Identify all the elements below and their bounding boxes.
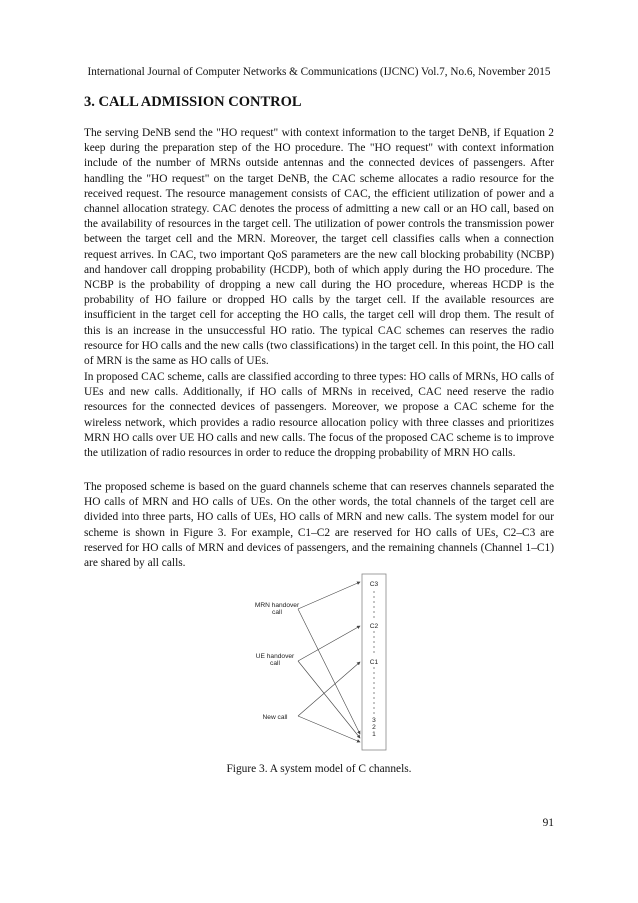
label-ue-handover-1: UE handover <box>255 653 295 660</box>
label-c3: C3 <box>369 581 379 588</box>
label-ch1: 1 <box>372 731 376 738</box>
running-header: International Journal of Computer Networks & Communications (IJCNC) Vol.7, No.6, November 2015 <box>87 66 551 78</box>
label-new-call: New call <box>262 714 288 721</box>
label-c2: C2 <box>369 623 379 630</box>
label-ch2: 2 <box>372 724 376 731</box>
system-model-figure <box>222 566 422 756</box>
figure-caption: Figure 3. A system model of C channels. <box>226 763 412 775</box>
call-arrows <box>298 582 360 742</box>
system-model-diagram <box>222 566 422 756</box>
label-c1: C1 <box>369 659 379 666</box>
section-title: 3. CALL ADMISSION CONTROL <box>84 94 302 110</box>
label-mrn-handover-1: MRN handover <box>254 602 300 609</box>
paragraph-1: The serving DeNB send the "HO request" with context information to the target DeNB, if Equation 2 keep during the preparation step of the HO procedure. The "HO request" with context information include of the number of MRNs outside antennas and the connected devices of passengers. After handling the "HO request" on the target DeNB, the CAC scheme allocates a radio resource for the received request. The resource management consists of CAC, the efficient utilization of power and a channel allocation strategy. CAC denotes the process of admitting a new call or an HO call, based on the availability of resources in the target cell. The utilization of power controls the transmission power between the target cell and the MRN. Moreover, the target cell classifies calls when a connection request arrives. In CAC, two important QoS parameters are the new call blocking probability (NCBP) and handover call dropping probability (HCDP), both of which apply during the HO procedure. The NCBP is the probability of dropping a new call during the HO procedure, whereas HCDP is the probability of HO failure or dropped HO calls by the target cell. If the available resources are insufficient in the target cell for accepting the HO calls, the target cell will drop them. The result of this is an increase in the unsuccessful HO ratio. The typical CAC schemes can reserves the radio resource for HO calls and the new calls (two classifications) in the target cell. In this point, the HO call of MRN is the same as HO calls of UEs. <box>84 127 554 368</box>
label-ch3: 3 <box>372 717 376 724</box>
page-number: 91 <box>542 817 554 829</box>
label-mrn-handover-2: call <box>272 609 282 616</box>
paragraph-2: In proposed CAC scheme, calls are classified according to three types: HO calls of MRNs, HO calls of UEs and new calls. Additionally, if HO calls of MRNs in received, CAC need reserve the radio resources for the connected devices of passengers. Moreover, we propose a CAC scheme for the wireless network, which provides a radio resource allocation policy with three classes and prioritizes MRN HO calls over UE HO calls and new calls. The focus of the proposed CAC scheme is to improve the utilization of radio resources in order to reduce the dropping probability of MRN HO calls. <box>84 371 554 460</box>
label-ue-handover-2: call <box>270 660 280 667</box>
paragraph-3: The proposed scheme is based on the guard channels scheme that can reserves channels separated the HO calls of MRN and HO calls of UEs. On the other words, the total channels of the target cell are divided into three parts, HO calls of UEs, HO calls of MRN and new calls. The system model for our scheme is shown in Figure 3. For example, C1–C2 are reserved for HO calls of UEs, C2–C3 are reserved for HO calls of MRN and devices of passengers, and the remaining channels (Channel 1–C1) are shared by all calls. <box>84 481 554 570</box>
